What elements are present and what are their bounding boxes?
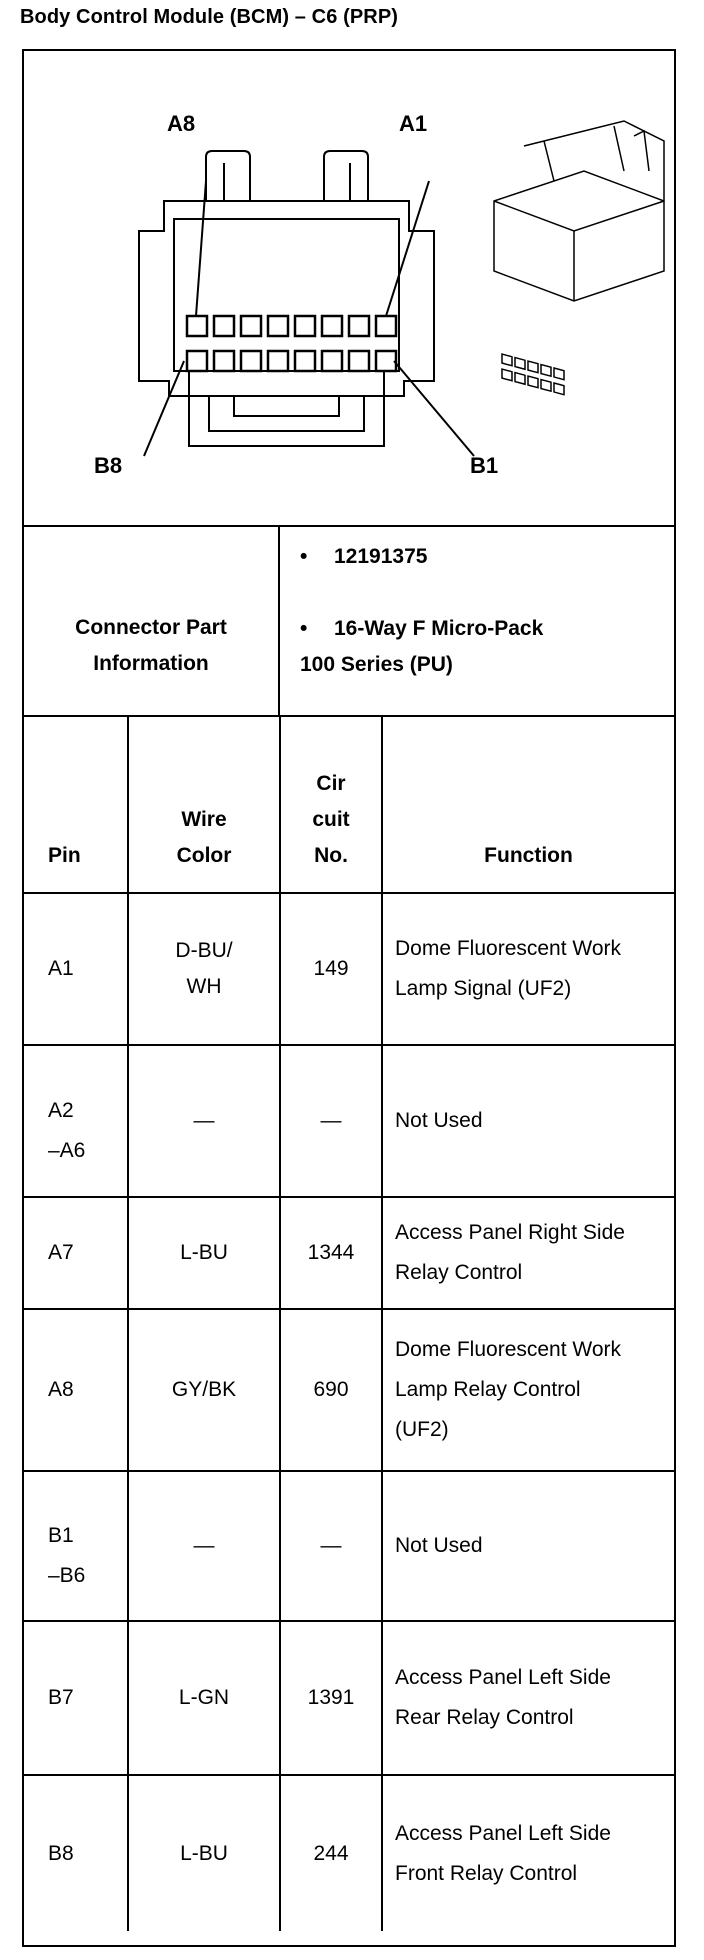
pin-label-b1: B1: [470, 453, 499, 478]
table-row: [24, 1309, 674, 1471]
table-row: [24, 1045, 674, 1197]
page-title: Body Control Module (BCM) – C6 (PRP): [20, 6, 399, 28]
connector-info-label: Connector Part Information: [24, 527, 280, 715]
cell-wire-color: L-BU: [128, 1775, 280, 1931]
cell-pin: B7: [24, 1621, 128, 1775]
cell-wire-color: —: [128, 1045, 280, 1197]
cell-pin: A2 –A6: [24, 1045, 128, 1197]
connector-part-info: Connector Part Information • 12191375 • 16-Way F Micro-Pack 100 Series (PU): [24, 527, 674, 717]
cell-function: Dome Fluorescent Work Lamp Relay Control (UF2): [382, 1309, 674, 1471]
cell-pin: A7: [24, 1197, 128, 1309]
table-row: [24, 1775, 674, 1931]
pin-table: [24, 717, 674, 1931]
table-header-row: [24, 717, 674, 893]
cell-circuit: —: [280, 1471, 382, 1621]
cell-function: Not Used: [382, 1471, 674, 1621]
pin-label-a8: A8: [167, 111, 196, 136]
pin-label-a1: A1: [399, 111, 428, 136]
cell-function: Access Panel Left Side Front Relay Control: [382, 1775, 674, 1931]
cell-function: Dome Fluorescent Work Lamp Signal (UF2): [382, 893, 674, 1045]
cell-circuit: 690: [280, 1309, 382, 1471]
cell-wire-color: D-BU/ WH: [128, 893, 280, 1045]
pin-label-b8: B8: [94, 453, 123, 478]
connector-description-line2: 100 Series (PU): [300, 653, 453, 676]
part-number: 12191375: [334, 545, 428, 568]
cell-wire-color: L-BU: [128, 1197, 280, 1309]
cell-pin: A8: [24, 1309, 128, 1471]
cell-wire-color: L-GN: [128, 1621, 280, 1775]
table-row: [24, 1621, 674, 1775]
connector-diagram: [24, 51, 674, 527]
header-pin: Pin: [24, 717, 128, 893]
cell-circuit: 1344: [280, 1197, 382, 1309]
cell-pin: B8: [24, 1775, 128, 1931]
cell-function: Access Panel Left Side Rear Relay Control: [382, 1621, 674, 1775]
cell-circuit: 149: [280, 893, 382, 1045]
cell-pin: B1 –B6: [24, 1471, 128, 1621]
cell-circuit: 1391: [280, 1621, 382, 1775]
cell-function: Access Panel Right Side Relay Control: [382, 1197, 674, 1309]
cell-circuit: —: [280, 1045, 382, 1197]
header-wire-color: Wire Color: [128, 717, 280, 893]
cell-function: Not Used: [382, 1045, 674, 1197]
cell-wire-color: GY/BK: [128, 1309, 280, 1471]
table-row: [24, 1471, 674, 1621]
cell-circuit: 244: [280, 1775, 382, 1931]
connector-table-frame: [22, 49, 676, 1947]
table-row: [24, 1197, 674, 1309]
header-function: Function: [382, 717, 674, 893]
connector-description-line1: 16-Way F Micro-Pack: [334, 617, 544, 640]
table-row: [24, 893, 674, 1045]
header-circuit-no: Cir cuit No.: [280, 717, 382, 893]
cell-pin: A1: [24, 893, 128, 1045]
cell-wire-color: —: [128, 1471, 280, 1621]
